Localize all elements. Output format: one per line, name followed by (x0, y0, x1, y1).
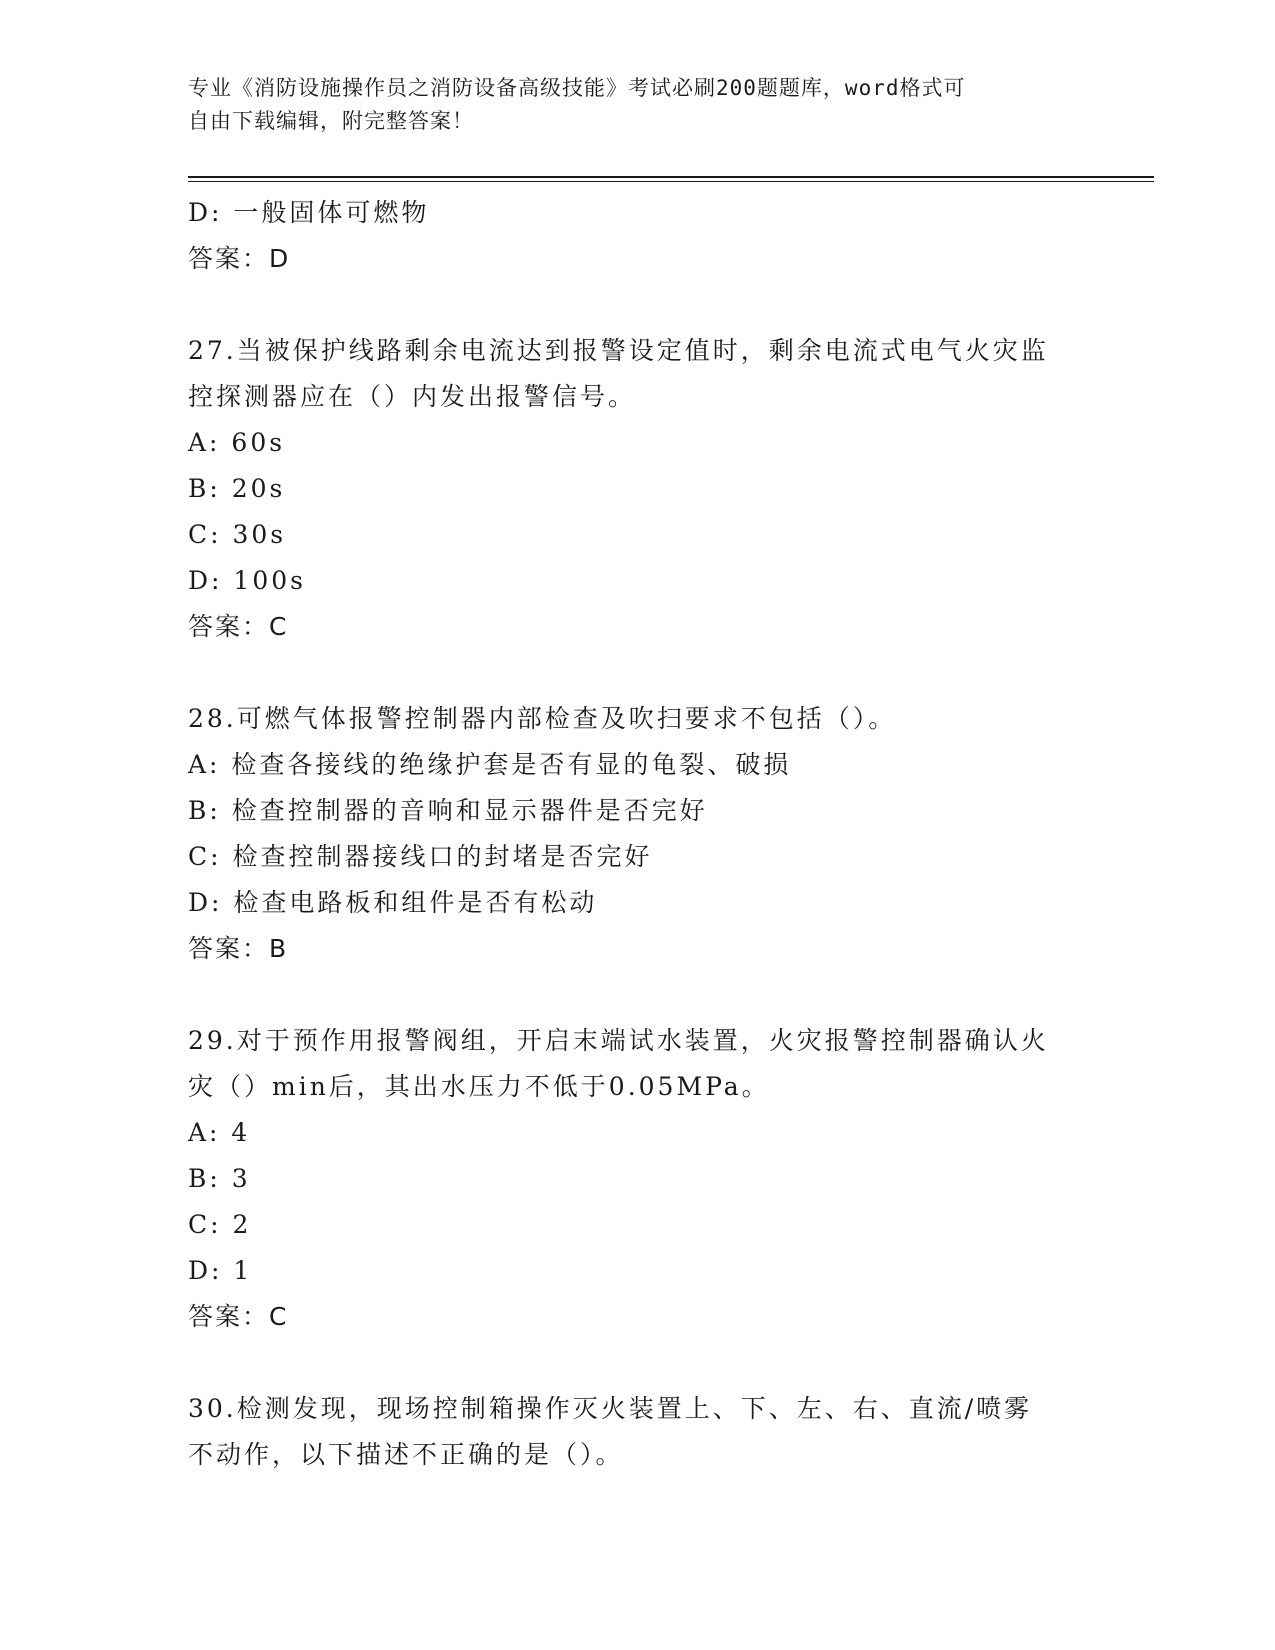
option-d: D: 1 (188, 1256, 253, 1285)
spacer (188, 282, 1088, 328)
option-c: C: 30s (188, 520, 287, 549)
document-header (188, 72, 1068, 138)
spacer (188, 972, 1088, 1018)
answer: 答案：D (188, 244, 291, 273)
option-d: D: 检查电路板和组件是否有松动 (188, 888, 598, 917)
option-d: D: 100s (188, 566, 306, 595)
question-26-tail (188, 190, 1088, 282)
question-stem-line-1: 30.检测发现，现场控制箱操作灭火装置上、下、左、右、直流/喷雾 (188, 1394, 1033, 1423)
option-a: A: 4 (188, 1118, 251, 1147)
answer: 答案：C (188, 612, 289, 641)
answer: 答案：B (188, 934, 289, 963)
question-28 (188, 696, 1088, 972)
question-stem-line-1: 27.当被保护线路剩余电流达到报警设定值时，剩余电流式电气火灾监 (188, 336, 1049, 365)
spacer (188, 650, 1088, 696)
question-27 (188, 328, 1088, 650)
question-stem-line-2: 不动作，以下描述不正确的是（）。 (188, 1440, 624, 1469)
question-stem-line-1: 28.可燃气体报警控制器内部检查及吹扫要求不包括（）。 (188, 704, 897, 733)
question-30 (188, 1386, 1088, 1478)
answer: 答案：C (188, 1302, 289, 1331)
question-stem-line-1: 29.对于预作用报警阀组，开启末端试水装置，火灾报警控制器确认火 (188, 1026, 1049, 1055)
option-b: B: 20s (188, 474, 286, 503)
header-title-line-2: 自由下载编辑，附完整答案！ (188, 109, 474, 133)
spacer (188, 1340, 1088, 1386)
option-a: A: 检查各接线的绝缘护套是否有显的龟裂、破损 (188, 750, 792, 779)
question-list (188, 190, 1088, 1478)
option-c: C: 检查控制器接线口的封堵是否完好 (188, 842, 653, 871)
option-d: D: 一般固体可燃物 (188, 198, 430, 227)
header-rule-thick (188, 176, 1154, 178)
option-b: B: 3 (188, 1164, 251, 1193)
option-b: B: 检查控制器的音响和显示器件是否完好 (188, 796, 708, 825)
header-rule-thin (188, 181, 1154, 182)
header-title-line-1: 专业《消防设施操作员之消防设备高级技能》考试必刷200题题库，word格式可 (188, 76, 966, 100)
question-stem-line-2: 灾（）min后，其出水压力不低于0.05MPa。 (188, 1072, 770, 1101)
option-a: A: 60s (188, 428, 286, 457)
option-c: C: 2 (188, 1210, 252, 1239)
question-stem-line-2: 控探测器应在（）内发出报警信号。 (188, 382, 637, 411)
question-29 (188, 1018, 1088, 1340)
